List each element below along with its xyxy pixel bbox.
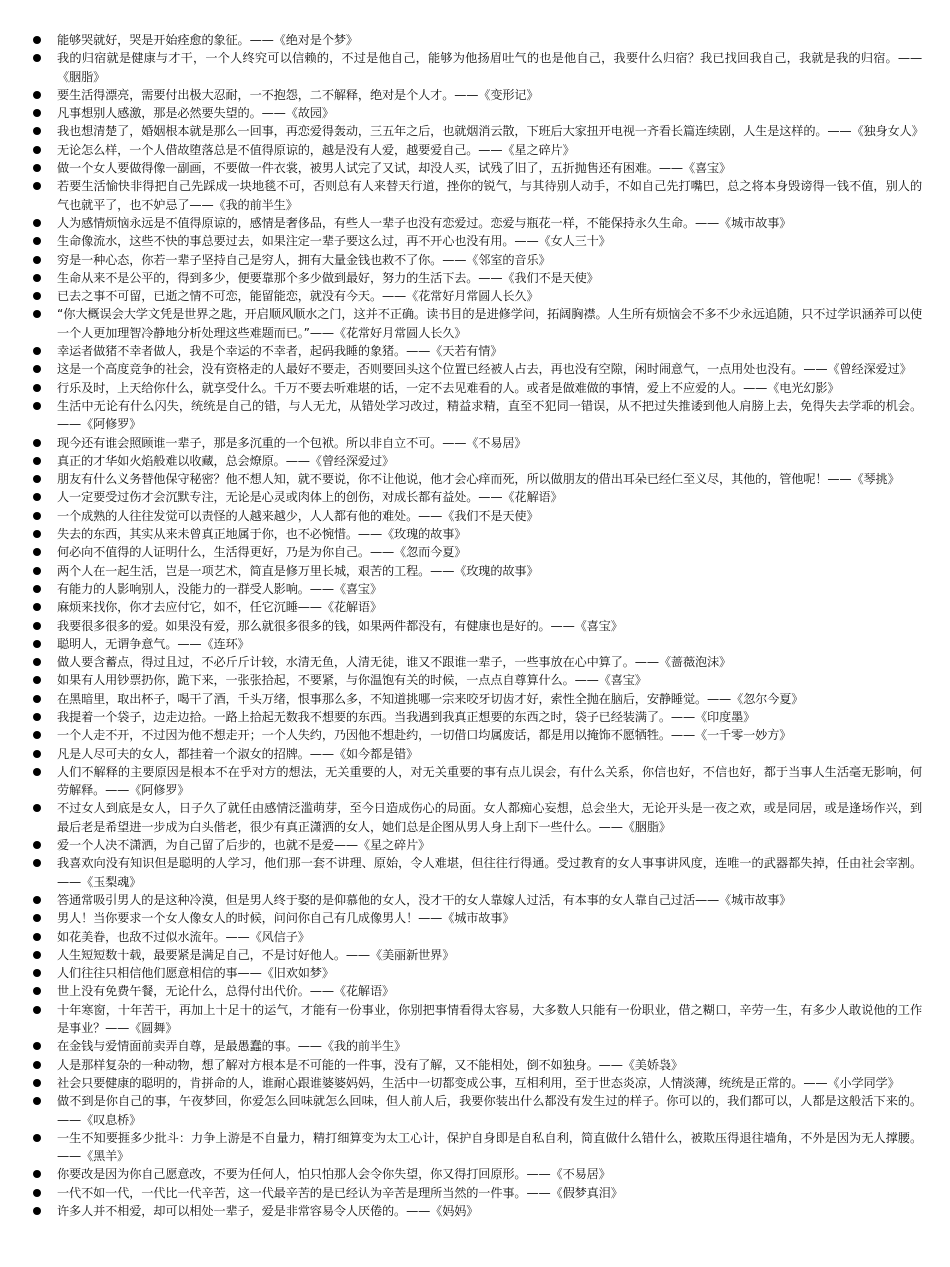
- quote-text: 做一个女人要做得像一副画，不要做一件衣裳，被男人试完了又试，却没人买，试残了旧了，五折抛售还有困难。——《喜宝》: [57, 161, 732, 176]
- quote-text: 人生短短数十载，最要紧是满足自己，不是讨好他人。——《美丽新世界》: [57, 947, 455, 962]
- list-item: [30, 653, 922, 671]
- bullet-icon: [33, 1170, 41, 1178]
- quote-list: [30, 31, 922, 1220]
- quote-text: 在金钱与爱情面前卖弄自尊，是最愚蠢的事。——《我的前半生》: [57, 1039, 407, 1054]
- bullet-icon: [33, 859, 41, 867]
- quote-text: 人为感情烦恼永远是不值得原谅的，感情是奢侈品，有些人一辈子也没有恋爱过。恋爱与瓶花一样，不能保持永久生命。——《城市故事》: [57, 215, 792, 230]
- list-item: [30, 982, 922, 1000]
- bullet-icon: [33, 658, 41, 666]
- quote-text: 失去的东西，其实从来未曾真正地属于你，也不必惋惜。——《玫瑰的故事》: [57, 527, 467, 542]
- bullet-icon: [33, 310, 41, 318]
- list-item: [30, 726, 922, 744]
- quote-text: 如花美眷，也敌不过似水流年。——《风信子》: [57, 929, 310, 944]
- bullet-icon: [33, 713, 41, 721]
- list-item: [30, 507, 922, 525]
- list-item: [30, 690, 922, 708]
- bullet-icon: [33, 548, 41, 556]
- quote-text: 行乐及时，上天给你什么，就享受什么。千万不要去听难堪的话，一定不去见难看的人。或者是做难做的事情，爱上不应爱的人。——《电光幻影》: [57, 380, 840, 395]
- bullet-icon: [33, 530, 41, 538]
- bullet-icon: [33, 1079, 41, 1087]
- quote-text: 人是那样复杂的一种动物，想了解对方根本是不可能的一件事，没有了解，又不能相处，倒不如独身。——《美娇袅》: [57, 1057, 683, 1072]
- list-item: [30, 635, 922, 653]
- bullet-icon: [33, 622, 41, 630]
- bullet-icon: [33, 841, 41, 849]
- list-item: [30, 104, 922, 122]
- list-item: [30, 232, 922, 250]
- list-item: [30, 1184, 922, 1202]
- list-item: [30, 31, 922, 49]
- list-item: [30, 251, 922, 269]
- bullet-icon: [33, 987, 41, 995]
- list-item: [30, 763, 922, 800]
- quote-text: 一个人走不开，不过因为他不想走开；一个人失约，乃因他不想赴约，一切借口均属废话，都是用以掩饰不愿牺牲。——《一千零一妙方》: [57, 728, 792, 743]
- list-item: [30, 946, 922, 964]
- bullet-icon: [33, 146, 41, 154]
- quote-text: 我喜欢向没有知识但是聪明的人学习，他们那一套不讲理、原始，令人难堪，但往往行得通。受过教育的女人事事讲风度，连唯一的武器都失掉，任由社会宰割。——《玉梨魂》: [57, 856, 922, 889]
- bullet-icon: [33, 731, 41, 739]
- bullet-icon: [33, 1042, 41, 1050]
- quote-text: 凡事想别人感激，那是必然要失望的。——《故园》: [57, 106, 334, 121]
- list-item: [30, 580, 922, 598]
- bullet-icon: [33, 768, 41, 776]
- quote-text: “你大概误会大学文凭是世界之匙，开启顺风顺水之门，这并不正确。读书目的是进修学问，拓阔胸襟。人生所有烦恼会不多不少永远追随，只不过学识涵养可以使一个人更加理智冷静地分析处理这些难题而已。”——《花常好月常圆人长久》: [57, 307, 922, 340]
- list-item: [30, 562, 922, 580]
- quote-text: 做人要含蓄点，得过且过，不必斤斤计较，水清无鱼，人清无徒，谁又不跟谁一辈子，一些事放在心中算了。——《蔷薇泡沫》: [57, 655, 732, 670]
- list-item: [30, 1129, 922, 1166]
- quote-text: 两个人在一起生活，岂是一项艺术，简直是修万里长城，艰苦的工程。——《玫瑰的故事》: [57, 563, 539, 578]
- bullet-icon: [33, 933, 41, 941]
- bullet-icon: [33, 951, 41, 959]
- bullet-icon: [33, 91, 41, 99]
- bullet-icon: [33, 402, 41, 410]
- bullet-icon: [33, 475, 41, 483]
- bullet-icon: [33, 109, 41, 117]
- bullet-icon: [33, 164, 41, 172]
- quote-text: 在黑暗里，取出杯子，喝干了酒，千头万绪，恨事那么多，不知道挑哪一宗来咬牙切齿才好，索性全抛在脑后，安静睡觉。——《忽尔今夏》: [57, 691, 804, 706]
- quote-text: 人一定要受过伤才会沉默专注，无论是心灵或肉体上的创伤，对成长都有益处。——《花解语》: [57, 490, 563, 505]
- quote-text: 生命像流水，这些不快的事总要过去，如果注定一辈子要这么过，再不开心也没有用。——《女人三十》: [57, 234, 611, 249]
- quote-text: 我的归宿就是健康与才干，一个人终究可以信赖的，不过是他自己，能够为他扬眉吐气的也是他自己，我要什么归宿？我已找回我自己，我就是我的归宿。——《胭脂》: [57, 51, 922, 84]
- bullet-icon: [33, 1134, 41, 1142]
- list-item: [30, 379, 922, 397]
- bullet-icon: [33, 365, 41, 373]
- bullet-icon: [33, 969, 41, 977]
- list-item: [30, 598, 922, 616]
- bullet-icon: [33, 256, 41, 264]
- quote-text: 如果有人用钞票扔你，跪下来，一张张拾起，不要紧，与你温饱有关的时候，一点点自尊算什么。——《喜宝》: [57, 673, 647, 688]
- list-item: [30, 964, 922, 982]
- bullet-icon: [33, 1006, 41, 1014]
- list-item: [30, 434, 922, 452]
- list-item: [30, 617, 922, 635]
- list-item: [30, 1074, 922, 1092]
- list-item: [30, 452, 922, 470]
- list-item: [30, 799, 922, 836]
- bullet-icon: [33, 695, 41, 703]
- quote-text: 答通常吸引男人的是这种冷漠，但是男人终于娶的是仰慕他的女人，没才干的女人靠嫁人过活，有本事的女人靠自己过活——《城市故事》: [57, 892, 792, 907]
- list-item: [30, 891, 922, 909]
- quote-text: 何必向不值得的人证明什么，生活得更好，乃是为你自己。——《忽而今夏》: [57, 545, 467, 560]
- bullet-icon: [33, 1189, 41, 1197]
- quote-text: 生活中无论有什么闪失，统统是自己的错，与人无尤，从错处学习改过，精益求精，直至不犯同一错误，从不把过失推诿到他人肩膀上去，免得失去学乖的机会。——《阿修罗》: [57, 398, 922, 432]
- list-item: [30, 1056, 922, 1074]
- list-item: [30, 708, 922, 726]
- bullet-icon: [33, 512, 41, 520]
- bullet-icon: [33, 36, 41, 44]
- list-item: [30, 360, 922, 378]
- quote-text: 十年寒窗，十年苦干，再加上十足十的运气，才能有一份事业，你别把事情看得太容易，大多数人只能有一份职业，借之糊口，辛劳一生，有多少人敢说他的工作是事业？——《圆舞》: [57, 1002, 922, 1036]
- quote-text: 爱一个人决不潇洒，为自己留了后步的，也就不是爱——《星之碎片》: [57, 838, 431, 853]
- list-item: [30, 854, 922, 891]
- bullet-icon: [33, 1061, 41, 1069]
- list-item: [30, 159, 922, 177]
- bullet-icon: [33, 1097, 41, 1105]
- bullet-icon: [33, 219, 41, 227]
- list-item: [30, 397, 922, 434]
- list-item: [30, 909, 922, 927]
- list-item: [30, 269, 922, 287]
- bullet-icon: [33, 54, 41, 62]
- list-item: [30, 543, 922, 561]
- quote-text: 我也想清楚了，婚姻根本就是那么一回事，再恋爱得轰动，三五年之后，也就烟消云散，下班后大家扭开电视一齐看长篇连续剧，人生是这样的。——《独身女人》: [57, 124, 924, 139]
- list-item: [30, 1001, 922, 1038]
- quote-text: 真正的才华如火焰般难以收藏，总会燎原。——《曾经深爱过》: [57, 453, 395, 468]
- list-item: [30, 836, 922, 854]
- list-item: [30, 305, 922, 342]
- bullet-icon: [33, 603, 41, 611]
- list-item: [30, 470, 922, 488]
- quote-text: 朋友有什么义务替他保守秘密？他不想人知，就不要说，你不让他说，他才会心痒而死，所以做朋友的借出耳朵已经仁至义尽，其他的，管他呢！——《琴挑》: [57, 472, 900, 487]
- bullet-icon: [33, 585, 41, 593]
- quote-text: 现今还有谁会照顾谁一辈子，那是多沉重的一个包袱。所以非自立不可。——《不易居》: [57, 435, 527, 450]
- list-item: [30, 745, 922, 763]
- quote-text: 无论怎么样，一个人借故堕落总是不值得原谅的，越是没有人爱，越要爱自己。——《星之碎片》: [57, 142, 575, 157]
- quote-text: 穷是一种心态，你若一辈子坚持自己是穷人，拥有大量金钱也救不了你。——《邻室的音乐》: [57, 252, 551, 267]
- list-item: [30, 671, 922, 689]
- quote-text: 已去之事不可留，已逝之情不可恋，能留能恋，就没有今天。——《花常好月常圆人长久》: [57, 289, 539, 304]
- bullet-icon: [33, 640, 41, 648]
- quote-text: 麻烦来找你，你才去应付它，如不，任它沉睡——《花解语》: [57, 600, 383, 615]
- bullet-icon: [33, 750, 41, 758]
- quote-text: 聪明人，无谓争意气。——《连环》: [57, 636, 250, 651]
- list-item: [30, 86, 922, 104]
- quote-text: 不过女人到底是女人，日子久了就任由感情泛滥萌芽，至今日造成伤心的局面。女人都痴心妄想，总会坐大，无论开头是一夜之欢，或是同居，或是逢场作兴，到最后老是希望进一步成为白头偕老，很少有真正潇洒的女人，她们总是企图从男人身上刮下一些什么。——《胭脂》: [57, 801, 922, 834]
- bullet-icon: [33, 493, 41, 501]
- list-item: [30, 287, 922, 305]
- quote-text: 有能力的人影响别人，没能力的一群受人影响。——《喜宝》: [57, 581, 383, 596]
- quote-text: 人们往往只相信他们愿意相信的事——《旧欢如梦》: [57, 966, 334, 981]
- list-item: [30, 1202, 922, 1220]
- bullet-icon: [33, 1207, 41, 1215]
- list-item: [30, 49, 922, 86]
- quote-text: 幸运者做猪不幸者做人，我是个幸运的不幸者，起码我睡的象猪。——《天若有情》: [57, 344, 503, 359]
- list-item: [30, 141, 922, 159]
- bullet-icon: [33, 804, 41, 812]
- quote-text: 一代不如一代，一代比一代辛苦，这一代最辛苦的是已经认为辛苦是理所当然的一件事。——《假梦真泪》: [57, 1185, 623, 1200]
- bullet-icon: [33, 274, 41, 282]
- list-item: [30, 1165, 922, 1183]
- bullet-icon: [33, 182, 41, 190]
- quote-text: 男人！当你要求一个女人像女人的时候，问问你自己有几成像男人！——《城市故事》: [57, 911, 515, 926]
- quote-text: 世上没有免费午餐，无论什么，总得付出代价。——《花解语》: [57, 984, 395, 999]
- quote-text: 我要很多很多的爱。如果没有爱，那么就很多很多的钱，如果两件都没有，有健康也是好的。——《喜宝》: [57, 618, 623, 633]
- bullet-icon: [33, 384, 41, 392]
- quote-text: 这是一个高度竞争的社会，没有资格走的人最好不要走，否则要回头这个位置已经被人占去，再也没有空隙，闲时闹意气，一点用处也没有。——《曾经深爱过》: [57, 362, 912, 377]
- bullet-icon: [33, 347, 41, 355]
- quote-text: 社会只要健康的聪明的，肯拼命的人，谁耐心跟谁婆婆妈妈，生活中一切都变成公事，互相利用，至于世态炎凉，人情淡薄，统统是正常的。——《小学同学》: [57, 1075, 900, 1090]
- list-item: [30, 214, 922, 232]
- bullet-icon: [33, 127, 41, 135]
- list-item: [30, 525, 922, 543]
- quote-text: 一生不知要捱多少批斗：力争上游是不自量力，精打细算变为太工心计，保护自身即是自私自利，简直做什么错什么，被欺压得退往墙角，不外是因为无人撑腰。——《黑羊》: [57, 1130, 922, 1164]
- quote-text: 若要生活愉快非得把自己先踩成一块地毯不可，否则总有人来替天行道，挫你的锐气，与其待别人动手，不如自己先打嘴巴，总之将本身毁谤得一钱不值，别人的气也就平了，也不妒忌了——《我的前半生》: [57, 179, 922, 212]
- quote-text: 能够哭就好，哭是开始痊愈的象征。——《绝对是个梦》: [57, 33, 358, 47]
- bullet-icon: [33, 237, 41, 245]
- list-item: [30, 928, 922, 946]
- quote-text: 人们不解释的主要原因是根本不在乎对方的想法，无关重要的人，对无关重要的事有点儿误会，有什么关系，你信也好，不信也好，都于当事人生活毫无影响，何劳解释。——《阿修罗》: [57, 764, 922, 798]
- bullet-icon: [33, 914, 41, 922]
- list-item: [30, 177, 922, 214]
- bullet-icon: [33, 896, 41, 904]
- quote-text: 做不到是你自己的事，午夜梦回，你爱怎么回味就怎么回味，但人前人后，我要你装出什么都没有发生过的样子。你可以的，我们都可以，人都是这般活下来的。——《叹息桥》: [57, 1094, 922, 1127]
- list-item: [30, 488, 922, 506]
- quote-text: 一个成熟的人往往发觉可以责怪的人越来越少，人人都有他的难处。——《我们不是天使》: [57, 508, 539, 523]
- quote-text: 许多人并不相爱，却可以相处一辈子，爱是非常容易令人厌倦的。——《妈妈》: [57, 1204, 479, 1218]
- bullet-icon: [33, 676, 41, 684]
- list-item: [30, 1092, 922, 1129]
- quote-text: 要生活得漂亮，需要付出极大忍耐，一不抱怨，二不解释，绝对是个人才。——《变形记》: [57, 87, 539, 102]
- quote-text: 你要改是因为你自己愿意改，不要为任何人，怕只怕那人会令你失望，你又得打回原形。——《不易居》: [57, 1167, 611, 1182]
- quote-text: 我提着一个袋子，边走边拾。一路上拾起无数我不想要的东西。当我遇到我真正想要的东西之时，袋子已经装满了。——《印度墨》: [57, 709, 756, 724]
- bullet-icon: [33, 439, 41, 447]
- quote-text: 凡是人尽可夫的女人，都挂着一个淑女的招牌。——《如今都是错》: [57, 746, 419, 761]
- list-item: [30, 1037, 922, 1055]
- list-item: [30, 122, 922, 140]
- bullet-icon: [33, 457, 41, 465]
- quote-text: 生命从来不是公平的，得到多少，便要靠那个多少做到最好，努力的生活下去。——《我们不是天使》: [57, 270, 599, 285]
- bullet-icon: [33, 567, 41, 575]
- list-item: [30, 342, 922, 360]
- bullet-icon: [33, 292, 41, 300]
